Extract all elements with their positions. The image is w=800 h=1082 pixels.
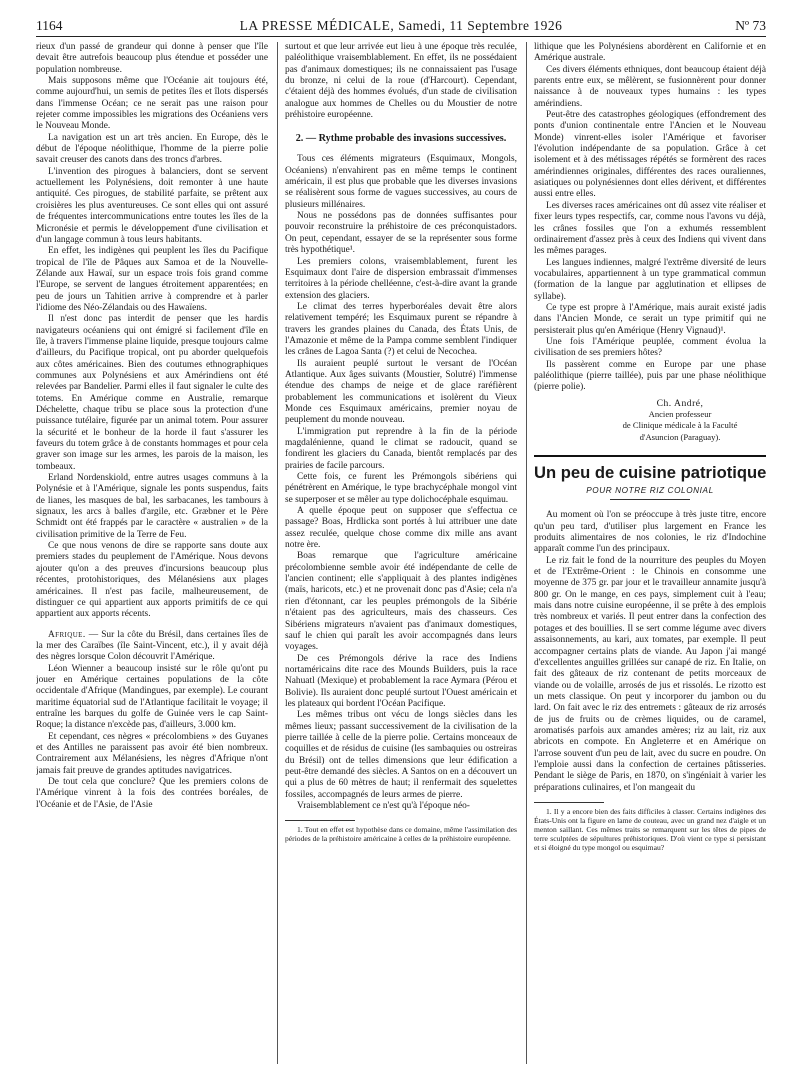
- column-divider-2: [526, 42, 527, 1064]
- paragraph: Ce type est propre à l'Amérique, mais aurait existé jadis dans l'Ancien Monde, ce serait un type primitif qui ne persisterait plus qu'en Amérique (Henry Vignaud)¹.: [534, 302, 766, 336]
- paragraph: Les mêmes tribus ont vécu de longs siècles dans les mêmes lieux; passant successivement de la civilisation de la pierre taillée à celle de la pierre polie. Certains monceaux de coquilles et de résidus de cuisine (les sambaquies ou ostreiras du Brésil) ont de telles dimensions que leur édification a peut-être demandé des siècles. A Santos on en a découvert un qui a plus de 60 mètres de haut; il renfermait des squelettes fossiles, accompagnés de leurs armes de pierre.: [285, 710, 517, 800]
- paragraph: Erland Nordenskiold, entre autres usages communs à la Polynésie et à l'Amérique, signale les ponts suspendus, faits de lianes, les masques de bal, les sarbacanes, les tambours à signaux, les arcs à balles d'argile, etc. Græbner et le Père Schmidt ont été frappés par le caractère « australien » de la civilisation primitive de la Terre de Feu.: [36, 473, 268, 540]
- footnote: 1. Tout en effet est hypothèse dans ce domaine, même l'assimilation des périodes de la préhistoire américaine à celles de la préhistoire européenne.: [285, 825, 517, 844]
- paragraph: Ils passèrent comme en Europe par une phase paléolithique (pierre taillée), puis par une phase néolithique (pierre polie).: [534, 359, 766, 393]
- paragraph: Le climat des terres hyperboréales devait être alors relativement tempéré; les Esquimaux purent se répandre à travers les grandes plaines du Canada, des États Unis, de l'Amazonie et même de la Pampa comme semblent l'indiquer les crânes de Lagoa Santa (?) et celui de Necochea.: [285, 301, 517, 358]
- footnote: 1. Il y a encore bien des faits difficiles à classer. Certains indigènes des États-Unis ont la figure en lame de couteau, avec un grand nez d'aigle et un menton saillant. Ces mêmes traits se remarquent sur les têtes de pipes de terre sculptées de sépultures préhistoriques. D'où vient ce type si persistant et si éloigné du type mongol ou esquimau?: [534, 806, 766, 852]
- paragraph: Au moment où l'on se préoccupe à très juste titre, encore qu'un peu tard, d'utiliser plus largement en France les produits alimentaires de nos colonies, le riz d'Indochine apparaît comme l'un des principaux.: [534, 510, 766, 555]
- page-number: 1164: [36, 18, 63, 33]
- author-location: d'Asuncion (Paraguay).: [639, 431, 721, 442]
- issue-number: Nº 73: [735, 18, 766, 33]
- paragraph: rieux d'un passé de grandeur qui donne à penser que l'île devait être autrefois beaucoup plus étendue et posséder une population nombreuse.: [36, 42, 268, 75]
- paragraph: Boas remarque que l'agriculture américaine précolombienne semble avoir été indépendante de celle de l'ancien continent; elle s'appliquait à des plantes indigènes (maïs, haricots, etc.) et ne provenait donc pas d'Asie; cela n'a rien d'étonnant, car les peuples prémongols de la Sibérie n'étaient pas des agriculteurs, mais des chasseurs. Ces Sibériens migrateurs n'avaient pas d'animaux domestiques, sauf le chien qui paraît les avoir accompagnés dans leurs voyages.: [285, 551, 517, 653]
- column-divider-1: [277, 42, 278, 1064]
- subtitle-rule: [610, 499, 690, 500]
- column-2: [285, 42, 517, 1070]
- column-3: [534, 42, 766, 1070]
- article-subtitle: POUR NOTRE RIZ COLONIAL: [586, 486, 714, 496]
- page-header: [36, 18, 766, 36]
- paragraph: Il n'est donc pas interdit de penser que les hardis navigateurs océaniens qui ont émigré si facilement d'île en île, à travers l'immense plaine liquide, presque toujours calme d'ailleurs, du Pacifique tropical, ont pu aborder quelquefois aux côtes américaines. Bien des coutumes ethnographiques communes aux Polynésiens et aux Amérindiens ont été relevées par Bandelier. Parmi elles il faut signaler le culte des totems. En Amérique comme en Australie, remarque Déchelette, chaque tribu se place sous la protection d'une puissance tutélaire, figurée par un animal totem. Pour assurer la sécurité et le bonheur de la horde il faut s'assurer les faveurs du totem grâce à de constants hommages et pour cela graver son image sur les armes, les parois de la maison, les tombeaux.: [36, 314, 268, 472]
- paragraph: En effet, les indigènes qui peuplent les îles du Pacifique tropical de l'île de Pâques aux Samoa et de la Nouvelle-Zélande aux Hawaï, sur un espace trois fois grand comme l'Europe, se servent de langues étroitement apparentées; en peu de jours un Tahitien arrive à comprendre et à parler l'idiome des Néo-Zélandais ou des Hawaïens.: [36, 246, 268, 313]
- paragraph: Peut-être des catastrophes géologiques (effondrement des ponts d'union continentale entre l'Ancien et le Nouveau Monde) vinrent-elles isoler l'Amérique et favoriser l'évolution indépendante de sa population. Grâce à cet isolement et à des métissages répétés se formèrent des races amérindiennes originales, différentes des races ouraliennes, asiatiques ou polynésiennes dont elles dérivent, et différentes aussi entre elles.: [534, 110, 766, 200]
- paragraph: Ce que nous venons de dire se rapporte sans doute aux premiers stades du peuplement de l'Amérique. Nous devons ajouter qu'on a des preuves d'incursions beaucoup plus récentes, protohistoriques, des Mélanésiens aux plages américaines. Il n'est pas facile, malheureusement, de distinguer ce qui appartient aux apports primitifs de ce qui appartient aux apports récents.: [36, 541, 268, 620]
- author-affiliation: de Clinique médicale à la Faculté: [622, 420, 738, 431]
- paragraph: La navigation est un art très ancien. En Europe, dès le début de l'époque néolithique, l'homme de la pierre polie savait creuser des canots dans des troncs d'arbres.: [36, 132, 268, 166]
- afrique-text: — Sur la côte du Brésil, dans certaines îles de la mer des Caraïbes (île Saint-Vincent, etc.), il y avait déjà des nègres lorsque Colon découvrit l'Amérique.: [36, 629, 268, 663]
- paragraph: Ils auraient peuplé surtout le versant de l'Océan Atlantique. Aux âges suivants (Moustier, Solutré) l'immense étendue des champs de neige et de glace raréfièrent probablement les communications et isolèrent du Vieux Monde ces Esquimaux américains, premier noyau de peuplement du monde nouveau.: [285, 358, 517, 426]
- paragraph: Tous ces éléments migrateurs (Esquimaux, Mongols, Océaniens) n'envahirent pas en même temps le continent américain, il est plus que probable que les diverses invasions se réalisèrent sous forme de vagues successives, au cours de plusieurs millénaires.: [285, 154, 517, 210]
- paragraph: A quelle époque peut on supposer que s'effectua ce passage? Boas, Hrdlicka sont portés à lui attribuer une date assez reculée, quelque chose comme dix mille ans avant notre ère.: [285, 506, 517, 551]
- section-heading: 2. — Rythme probable des invasions successives.: [295, 133, 507, 145]
- paragraph-afrique: [36, 630, 268, 664]
- paragraph: Nous ne possédons pas de données suffisantes pour pouvoir reconstruire la préhistoire de ces préconquistadors. On peut, cependant, essayer de se la représenter sous forme très hypothétique¹.: [285, 211, 517, 256]
- paragraph: Vraisemblablement ce n'est qu'à l'époque néo-: [297, 801, 470, 811]
- paragraph: L'immigration put reprendre à la fin de la période magdalénienne, quand le climat se radoucit, quand se fondirent les glaciers du Canada, bientôt remplacés par des prairies de facile parcours.: [285, 426, 517, 471]
- paragraph: Mais supposons même que l'Océanie ait toujours été, comme aujourd'hui, un semis de petites îles et îlots dispersés dans l'immense Océan; ce ne serait pas une raison pour rejeter comme impossibles les migrations des Océaniens vers le Nouveau Monde.: [36, 76, 268, 132]
- paragraph: Les diverses races américaines ont dû assez vite réaliser et fixer leurs types respectifs, car, comme nous l'avons vu déjà, les crânes fossiles que l'on a exhumés ressemblent ordinairement d'assez près à ceux des Indiens qui vivent dans les mêmes parages.: [534, 200, 766, 257]
- paragraph: Les premiers colons, vraisemblablement, furent les Esquimaux dont l'aire de dispersion embrassait d'immenses territoires à la période chelléenne, c'est-à-dire avant la grande extension des glaciers.: [285, 256, 517, 301]
- paragraph: Cette fois, ce furent les Prémongols sibériens qui pénétrèrent en Amérique, le type brachycéphale mongol vint se superposer et se mêler au type dolichocéphale esquimau.: [285, 472, 517, 505]
- author-name: Ch. André,: [656, 397, 704, 409]
- header-rule: [36, 36, 766, 37]
- paragraph: Ces divers éléments ethniques, dont beaucoup étaient déjà parents entre eux, se mêlèrent, se fusionnèrent pour donner naissance à de nouveaux types humains : les types amérindiens.: [534, 64, 766, 109]
- paragraph: lithique que les Polynésiens abordèrent en Californie et en Amérique australe.: [534, 42, 766, 64]
- paragraph: Léon Wienner a beaucoup insisté sur le rôle qu'ont pu jouer en Amérique certaines populations de la côte occidentale d'Afrique (Mandingues, par exemple). Le courant maritime équatorial sud de l'Atlantique facilitait le voyage; il entraîne les barques du golfe de Guinée vers le cap Saint-Roque; la distance n'excède pas, d'ailleurs, 3.000 km.: [36, 663, 268, 731]
- paragraph: Une fois l'Amérique peuplée, comment évolua la civilisation de ses premiers hôtes?: [534, 336, 766, 359]
- footnote-rule: [534, 802, 604, 803]
- section-lead-afrique: Afrique.: [48, 629, 86, 640]
- column-1: [36, 42, 268, 1070]
- paragraph: Les langues indiennes, malgré l'extrême diversité de leurs vocabulaires, appartiennent à un type grammatical commun (formation de la langue par agglutination et ellipses de syllabe).: [534, 257, 766, 302]
- paragraph: surtout et que leur arrivée eut lieu à une époque très reculée, paléolithique vraisemblablement. En effet, ils ne possédaient pas d'animaux domestiques; ils ne connaissaient pas l'usage du bronze, ni celui de la roue (d'Harcourt). Cependant, c'étaient déjà des hommes évolués, d'un stade de civilisation analogue aux hommes de Chelles ou du Moustier de notre préhistoire européenne.: [285, 42, 517, 121]
- article-separator: [534, 455, 766, 457]
- footnote-rule: [285, 820, 355, 821]
- article-title: Un peu de cuisine patriotique: [534, 463, 766, 483]
- author-title: Ancien professeur: [648, 409, 712, 419]
- paragraph: Le riz fait le fond de la nourriture des peuples du Moyen et de l'Extrême-Orient : le Chinois en consomme une moyenne de 375 gr. par jour et le travailleur annamite jusqu'à 800 gr. On le mange, en ces pays, simplement cuit à l'eau; mais dans notre cuisine européenne, il se prête à des emplois très nombreux et variés. Il peut entrer dans la confection des potages et des bouillies. Il se sert comme légume avec divers assaisonnements, au kari, aux tomates, par exemple. Il peut accompagner certains plats de viande. Au Japon j'ai mangé d'excellentes anguilles grillées sur canapé de riz. En Italie, on fait des gâteaux de riz contenant de petits morceaux de viande ou de volaille, arrosés de jus et rissolés. Le rizotto est un mets classique. On peut y incorporer du jambon ou du lard. On fait avec le riz des entremets : gâteaux de riz arrosés de jus de fruits ou de crèmes liquides, ou de caramel, aromatisés parfois aux amandes amères; riz au lait, riz aux abricots en compote. En Angleterre et en Amérique on l'arrose souvent d'un peu de lait, avec du sucre en poudre. On l'emploie aussi dans la confection de certaines pâtisseries. Pendant le siège de Paris, en 1870, on s'ingéniait à varier les préparations culinaires, et l'on mangeait du: [534, 555, 766, 793]
- paragraph: De ces Prémongols dérive la race des Indiens nortaméricains dite race des Mounds Builders, puis la race Nahuatl (Mexique) et probablement la race Aymara (Pérou et Bolivie). Ils auraient donc peuplé surtout l'Ouest américain et les plateaux qui bordent l'Océan Pacifique.: [285, 653, 517, 709]
- paragraph: Et cependant, ces nègres « précolombiens » des Guyanes et des Antilles ne paraissent pas avoir été bien nombreux. Contrairement aux Mélanésiens, les nègres d'Afrique n'ont jamais fait preuve de grandes aptitudes navigatrices.: [36, 731, 268, 776]
- paragraph: De tout cela que conclure? Que les premiers colons de l'Amérique vinrent à la fois des contrées boréales, de l'Océanie et de l'Asie, de l'Asie: [36, 777, 268, 810]
- journal-title: LA PRESSE MÉDICALE, Samedi, 11 Septembre 1926: [239, 18, 563, 33]
- author-signature: [534, 398, 766, 443]
- paragraph: L'invention des pirogues à balanciers, dont se servent actuellement les Polynésiens, doit remonter à une haute antiquité. Ces pirogues, de stabilité parfaite, se prêtent aux croisières les plus aventureuses. Ce sont elles qui ont assuré de fréquentes intercommunications entre toutes les îles de la Micronésie et permis le développement d'une civilisation et d'un langage commun à tous leurs habitants.: [36, 166, 268, 245]
